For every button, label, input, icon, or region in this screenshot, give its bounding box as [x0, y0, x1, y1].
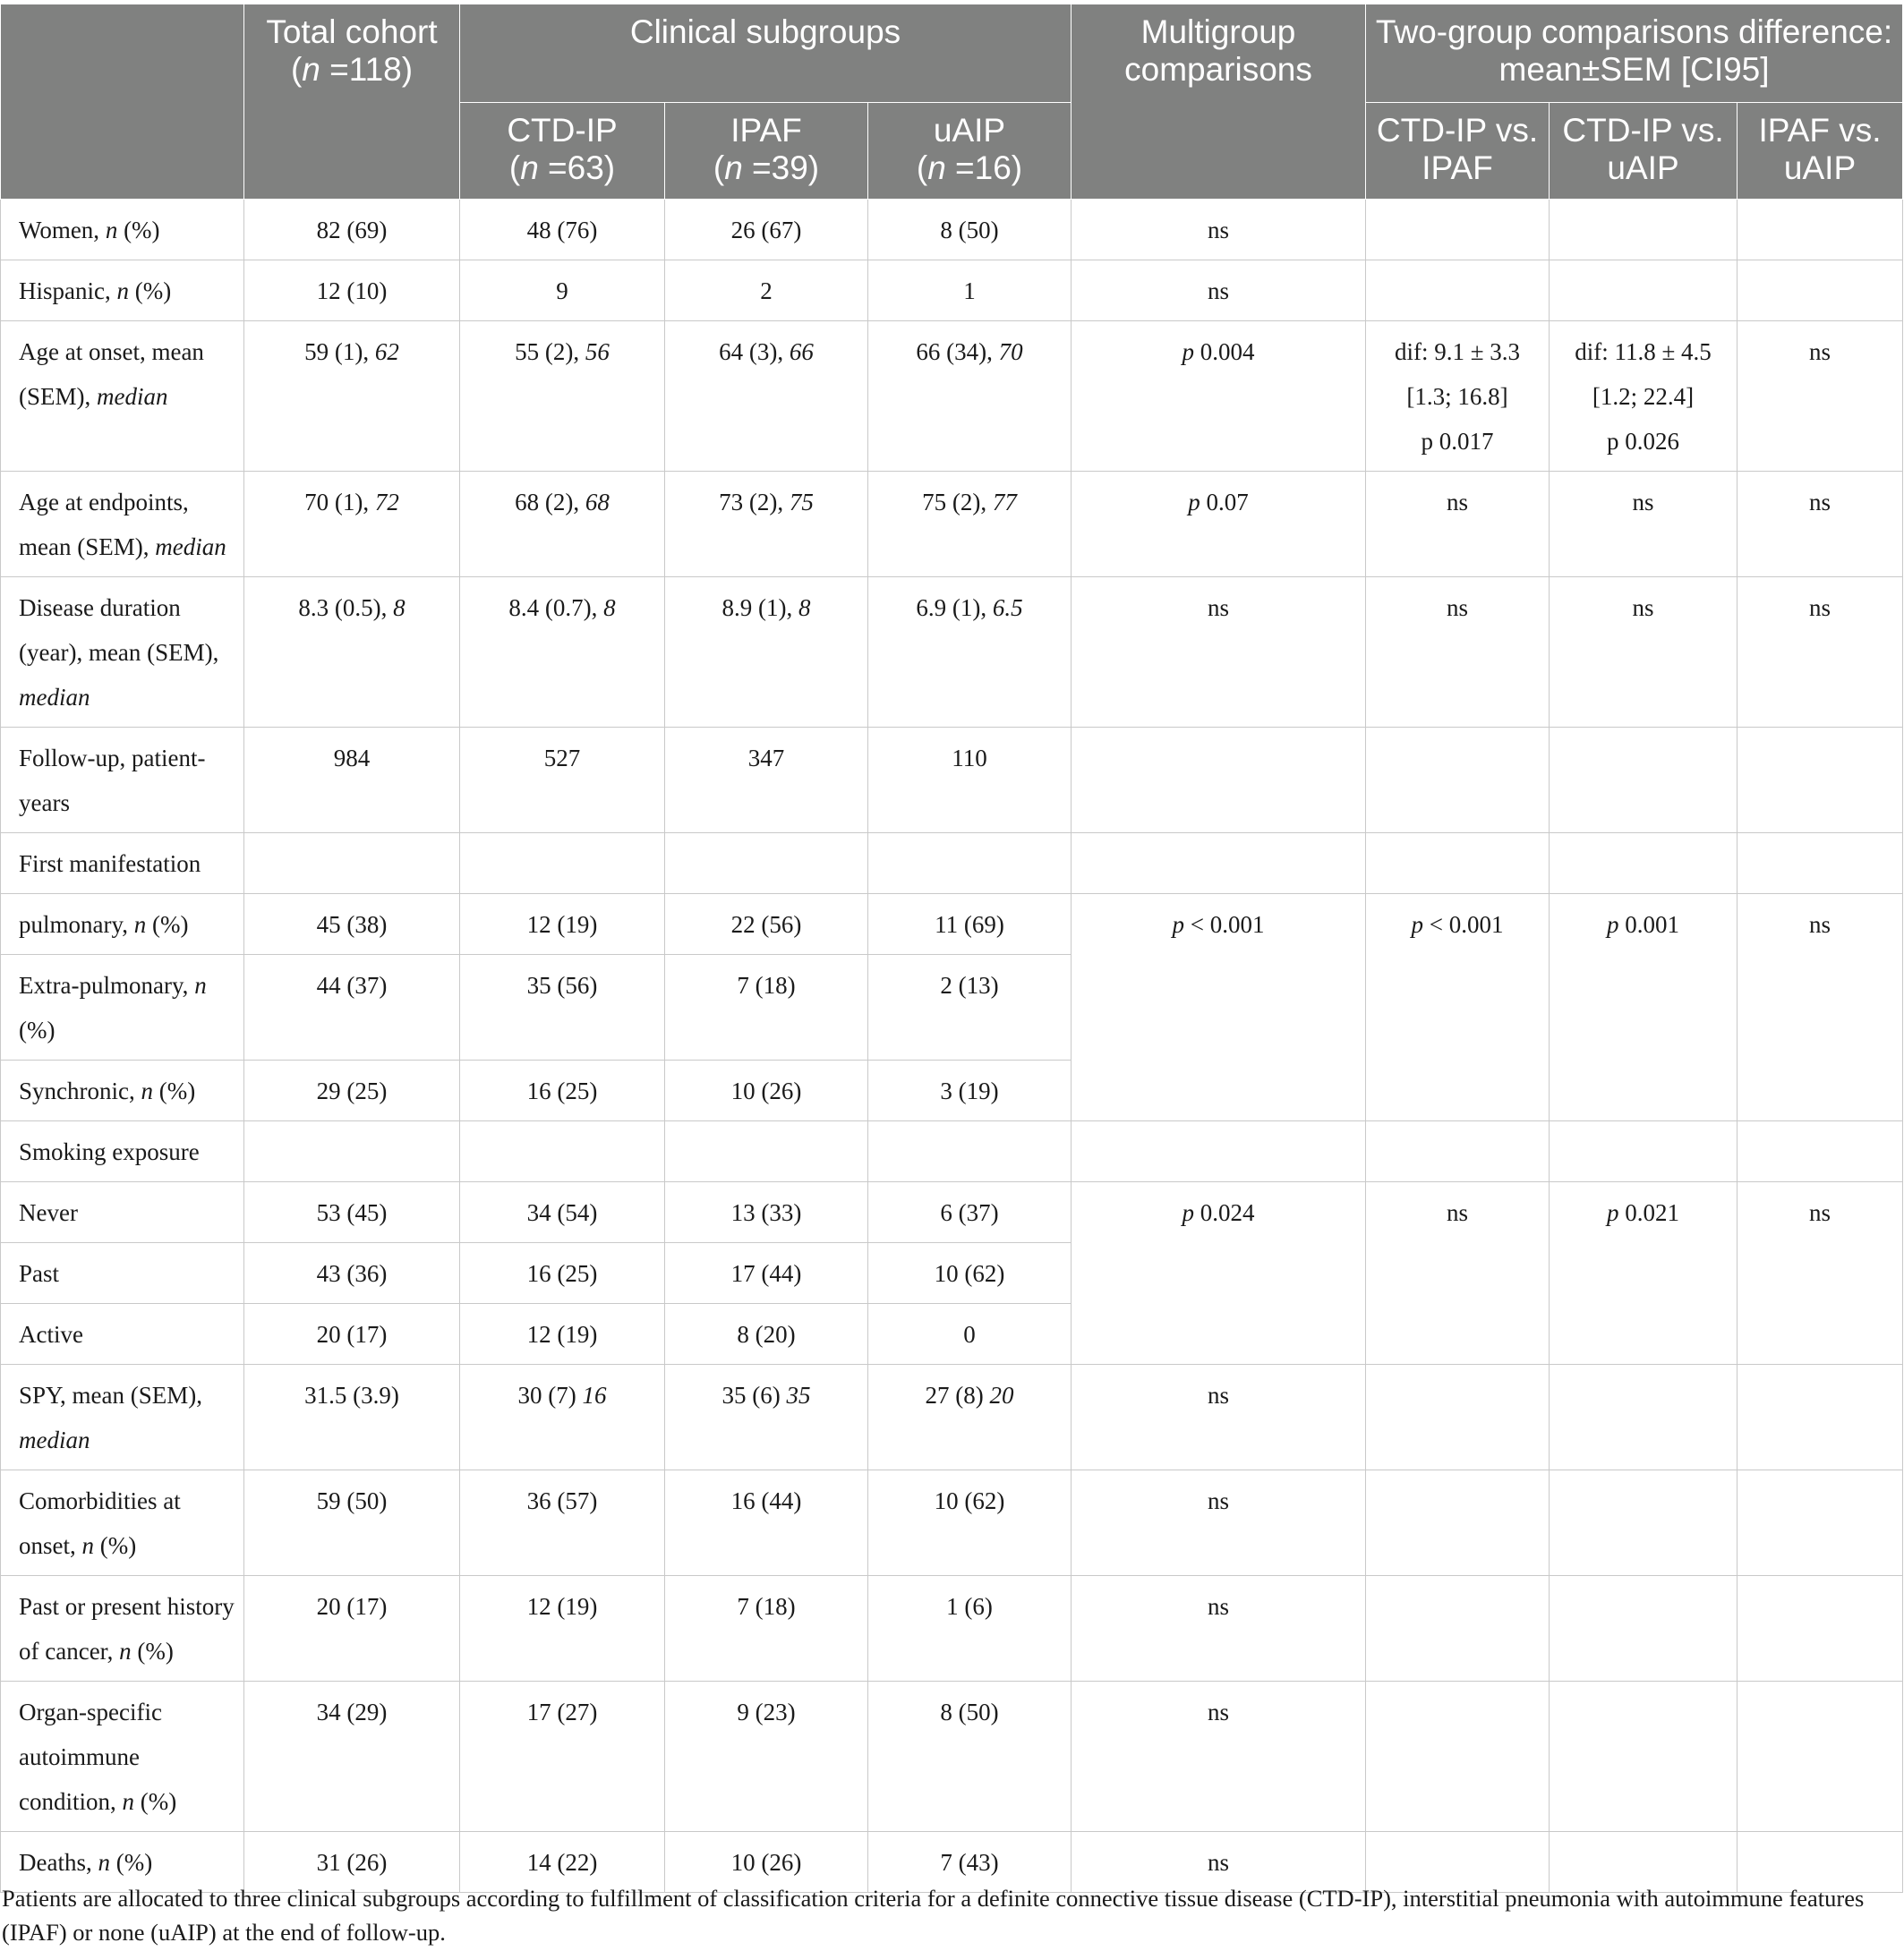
- cell-multigroup: [1072, 1121, 1366, 1182]
- table-row: [1, 260, 1903, 321]
- cell-total: 82 (69): [244, 200, 460, 260]
- header-blank: [1, 4, 244, 200]
- header-ipaf: IPAF (n =39): [665, 103, 868, 200]
- cell-ctd: 48 (76): [460, 200, 665, 260]
- table-row: [1, 894, 1903, 955]
- header-clinical-subgroups: Clinical subgroups: [460, 4, 1072, 103]
- cell-ipaf: 2: [665, 260, 868, 321]
- cell-multigroup: p 0.07: [1072, 472, 1366, 577]
- cell-multigroup: ns: [1072, 1832, 1366, 1893]
- cell-ctd-vs-ipaf: ns: [1366, 577, 1550, 728]
- cell-ctd: 30 (7) 16: [460, 1365, 665, 1470]
- cell-ctd: 55 (2), 56: [460, 321, 665, 472]
- cell-total: 45 (38): [244, 894, 460, 955]
- cell-total: 984: [244, 728, 460, 833]
- cell-ctd: 35 (56): [460, 955, 665, 1061]
- cell-uaip: [868, 833, 1072, 894]
- cell-ipaf-vs-uaip: [1738, 260, 1903, 321]
- table-row: [1, 728, 1903, 833]
- cell-uaip: 110: [868, 728, 1072, 833]
- cell-total: 8.3 (0.5), 8: [244, 577, 460, 728]
- cell-total: 34 (29): [244, 1682, 460, 1832]
- cell-ctd-vs-uaip: [1550, 1121, 1738, 1182]
- row-label: Age at onset, mean (SEM), median: [1, 321, 244, 472]
- row-label: Disease duration (year), mean (SEM), median: [1, 577, 244, 728]
- cell-total: 29 (25): [244, 1061, 460, 1121]
- cell-ctd: 12 (19): [460, 894, 665, 955]
- cell-ctd-vs-ipaf: p < 0.001: [1366, 894, 1550, 1121]
- cell-multigroup: [1072, 833, 1366, 894]
- cell-ipaf-vs-uaip: [1738, 1576, 1903, 1682]
- row-label: First manifestation: [1, 833, 244, 894]
- cell-total: 53 (45): [244, 1182, 460, 1243]
- cell-ipaf-vs-uaip: [1738, 1365, 1903, 1470]
- row-label: Never: [1, 1182, 244, 1243]
- cell-ctd-vs-ipaf: [1366, 1365, 1550, 1470]
- row-label: Comorbidities at onset, n (%): [1, 1470, 244, 1576]
- cell-ctd-vs-ipaf: [1366, 728, 1550, 833]
- header-ctd-vs-ipaf: CTD-IP vs. IPAF: [1366, 103, 1550, 200]
- table-row: [1, 472, 1903, 577]
- cell-total: 43 (36): [244, 1243, 460, 1304]
- cell-uaip: 10 (62): [868, 1243, 1072, 1304]
- cell-ipaf-vs-uaip: [1738, 1121, 1903, 1182]
- cell-ipaf: 73 (2), 75: [665, 472, 868, 577]
- table-row: [1, 200, 1903, 260]
- cell-ipaf-vs-uaip: ns: [1738, 894, 1903, 1121]
- cell-uaip: [868, 1121, 1072, 1182]
- cell-uaip: 6 (37): [868, 1182, 1072, 1243]
- cell-ctd: [460, 1121, 665, 1182]
- table-footnote: Patients are allocated to three clinical subgroups according to fulfillment of classification criteria for a definite connective tissue disease (CTD-IP), interstitial pneumonia with autoimmune features (IPAF) or none (uAIP) at the end of follow-up.: [2, 1885, 1865, 1946]
- cell-ctd-vs-uaip: [1550, 728, 1738, 833]
- table-row: [1, 577, 1903, 728]
- cell-uaip: 7 (43): [868, 1832, 1072, 1893]
- cell-ctd: 36 (57): [460, 1470, 665, 1576]
- cell-ctd: 12 (19): [460, 1576, 665, 1682]
- cell-ctd-vs-uaip: [1550, 1365, 1738, 1470]
- cell-ctd: 16 (25): [460, 1061, 665, 1121]
- header-total-cohort: Total cohort (n =118): [244, 4, 460, 200]
- cell-ipaf-vs-uaip: [1738, 200, 1903, 260]
- cell-ipaf-vs-uaip: ns: [1738, 321, 1903, 472]
- cell-ipaf: 10 (26): [665, 1832, 868, 1893]
- header-twogroup: Two-group comparisons difference: mean±SEM [CI95]: [1366, 4, 1903, 103]
- row-label: Organ-specific autoimmune condition, n (%): [1, 1682, 244, 1832]
- cell-uaip: 1 (6): [868, 1576, 1072, 1682]
- cell-ipaf: 8 (20): [665, 1304, 868, 1365]
- cell-total: 59 (50): [244, 1470, 460, 1576]
- cell-ipaf: 9 (23): [665, 1682, 868, 1832]
- cell-uaip: 8 (50): [868, 1682, 1072, 1832]
- cell-ipaf: 7 (18): [665, 1576, 868, 1682]
- cell-ctd: 12 (19): [460, 1304, 665, 1365]
- cell-ctd-vs-ipaf: ns: [1366, 472, 1550, 577]
- cell-ctd: 8.4 (0.7), 8: [460, 577, 665, 728]
- cell-uaip: 6.9 (1), 6.5: [868, 577, 1072, 728]
- cell-ctd-vs-uaip: p 0.001: [1550, 894, 1738, 1121]
- cell-ipaf-vs-uaip: [1738, 833, 1903, 894]
- cell-multigroup: p 0.004: [1072, 321, 1366, 472]
- cell-ctd-vs-uaip: ns: [1550, 577, 1738, 728]
- cell-ipaf: 35 (6) 35: [665, 1365, 868, 1470]
- cell-multigroup: ns: [1072, 577, 1366, 728]
- cell-ipaf: 347: [665, 728, 868, 833]
- row-label: SPY, mean (SEM), median: [1, 1365, 244, 1470]
- cell-ctd-vs-ipaf: ns: [1366, 1182, 1550, 1365]
- header-multigroup: Multigroup comparisons: [1072, 4, 1366, 200]
- cell-ctd: 16 (25): [460, 1243, 665, 1304]
- cell-ctd-vs-uaip: [1550, 1470, 1738, 1576]
- cell-ctd: [460, 833, 665, 894]
- cell-ipaf: 64 (3), 66: [665, 321, 868, 472]
- cell-ctd: 14 (22): [460, 1832, 665, 1893]
- cell-uaip: 0: [868, 1304, 1072, 1365]
- cell-total: 20 (17): [244, 1304, 460, 1365]
- cell-uaip: 11 (69): [868, 894, 1072, 955]
- table-row: [1, 1576, 1903, 1682]
- table-row: [1, 321, 1903, 472]
- cell-total: 31 (26): [244, 1832, 460, 1893]
- cell-total: 12 (10): [244, 260, 460, 321]
- table-row: [1, 1121, 1903, 1182]
- header-ctd-vs-uaip: CTD-IP vs. uAIP: [1550, 103, 1738, 200]
- row-label: Synchronic, n (%): [1, 1061, 244, 1121]
- row-label: Extra-pulmonary, n (%): [1, 955, 244, 1061]
- table-row: [1, 1470, 1903, 1576]
- cell-multigroup: p < 0.001: [1072, 894, 1366, 1121]
- cell-ctd: 68 (2), 68: [460, 472, 665, 577]
- cell-multigroup: ns: [1072, 1365, 1366, 1470]
- cell-ipaf: 17 (44): [665, 1243, 868, 1304]
- table-row: [1, 1365, 1903, 1470]
- cell-ctd-vs-uaip: [1550, 833, 1738, 894]
- cell-ctd-vs-uaip: p 0.021: [1550, 1182, 1738, 1365]
- table-row: [1, 833, 1903, 894]
- cell-ctd-vs-ipaf: [1366, 1121, 1550, 1182]
- cell-ctd: 9: [460, 260, 665, 321]
- cell-ipaf: 13 (33): [665, 1182, 868, 1243]
- cell-ctd-vs-ipaf: [1366, 200, 1550, 260]
- cell-multigroup: ns: [1072, 1470, 1366, 1576]
- cell-ipaf: [665, 833, 868, 894]
- cell-uaip: 27 (8) 20: [868, 1365, 1072, 1470]
- header-ctd-ip: CTD-IP (n =63): [460, 103, 665, 200]
- cell-ctd-vs-uaip: [1550, 200, 1738, 260]
- cell-ipaf-vs-uaip: [1738, 728, 1903, 833]
- row-label: Active: [1, 1304, 244, 1365]
- cell-total: 44 (37): [244, 955, 460, 1061]
- cell-total: 59 (1), 62: [244, 321, 460, 472]
- cell-uaip: 8 (50): [868, 200, 1072, 260]
- cell-total: [244, 1121, 460, 1182]
- cell-multigroup: ns: [1072, 260, 1366, 321]
- cell-uaip: 1: [868, 260, 1072, 321]
- cell-ctd-vs-ipaf: [1366, 833, 1550, 894]
- cell-multigroup: p 0.024: [1072, 1182, 1366, 1365]
- cell-ipaf: 7 (18): [665, 955, 868, 1061]
- cell-uaip: 75 (2), 77: [868, 472, 1072, 577]
- cell-ipaf-vs-uaip: [1738, 1682, 1903, 1832]
- cell-ctd-vs-ipaf: [1366, 1682, 1550, 1832]
- cell-total: 70 (1), 72: [244, 472, 460, 577]
- cell-ipaf: [665, 1121, 868, 1182]
- cell-ipaf-vs-uaip: ns: [1738, 472, 1903, 577]
- row-label: Women, n (%): [1, 200, 244, 260]
- cell-ipaf-vs-uaip: ns: [1738, 1182, 1903, 1365]
- header-uaip: uAIP (n =16): [868, 103, 1072, 200]
- cell-multigroup: ns: [1072, 200, 1366, 260]
- cell-ipaf-vs-uaip: ns: [1738, 577, 1903, 728]
- cell-ipaf: 8.9 (1), 8: [665, 577, 868, 728]
- cell-ipaf: 16 (44): [665, 1470, 868, 1576]
- cell-ctd: 527: [460, 728, 665, 833]
- cell-multigroup: ns: [1072, 1576, 1366, 1682]
- cell-total: 20 (17): [244, 1576, 460, 1682]
- cell-total: [244, 833, 460, 894]
- row-label: Age at endpoints, mean (SEM), median: [1, 472, 244, 577]
- cell-multigroup: [1072, 728, 1366, 833]
- cell-ctd-vs-ipaf: [1366, 1470, 1550, 1576]
- row-label: Follow-up, patient-years: [1, 728, 244, 833]
- cell-uaip: 3 (19): [868, 1061, 1072, 1121]
- cell-ipaf: 22 (56): [665, 894, 868, 955]
- header-ipaf-vs-uaip: IPAF vs. uAIP: [1738, 103, 1903, 200]
- cell-ctd-vs-uaip: dif: 11.8 ± 4.5 [1.2; 22.4] p 0.026: [1550, 321, 1738, 472]
- cell-ipaf: 26 (67): [665, 200, 868, 260]
- cell-ctd-vs-uaip: [1550, 1576, 1738, 1682]
- cell-ctd-vs-uaip: [1550, 260, 1738, 321]
- cell-multigroup: ns: [1072, 1682, 1366, 1832]
- row-label: pulmonary, n (%): [1, 894, 244, 955]
- header-total-n: (n =118): [290, 51, 414, 88]
- row-label: Hispanic, n (%): [1, 260, 244, 321]
- cell-uaip: 66 (34), 70: [868, 321, 1072, 472]
- cell-ctd: 17 (27): [460, 1682, 665, 1832]
- cell-uaip: 2 (13): [868, 955, 1072, 1061]
- cell-ipaf: 10 (26): [665, 1061, 868, 1121]
- cell-ctd-vs-ipaf: dif: 9.1 ± 3.3 [1.3; 16.8] p 0.017: [1366, 321, 1550, 472]
- cohort-table: [0, 4, 1903, 1893]
- cell-ctd-vs-uaip: ns: [1550, 472, 1738, 577]
- cell-ctd-vs-ipaf: [1366, 260, 1550, 321]
- cell-total: 31.5 (3.9): [244, 1365, 460, 1470]
- row-label: Past: [1, 1243, 244, 1304]
- cell-uaip: 10 (62): [868, 1470, 1072, 1576]
- row-label: Past or present history of cancer, n (%): [1, 1576, 244, 1682]
- cell-ctd-vs-uaip: [1550, 1682, 1738, 1832]
- cell-ctd: 34 (54): [460, 1182, 665, 1243]
- table-row: [1, 1682, 1903, 1832]
- table-row: [1, 1182, 1903, 1243]
- cell-ipaf-vs-uaip: [1738, 1470, 1903, 1576]
- cell-ctd-vs-ipaf: [1366, 1576, 1550, 1682]
- row-label: Smoking exposure: [1, 1121, 244, 1182]
- row-label: Deaths, n (%): [1, 1832, 244, 1893]
